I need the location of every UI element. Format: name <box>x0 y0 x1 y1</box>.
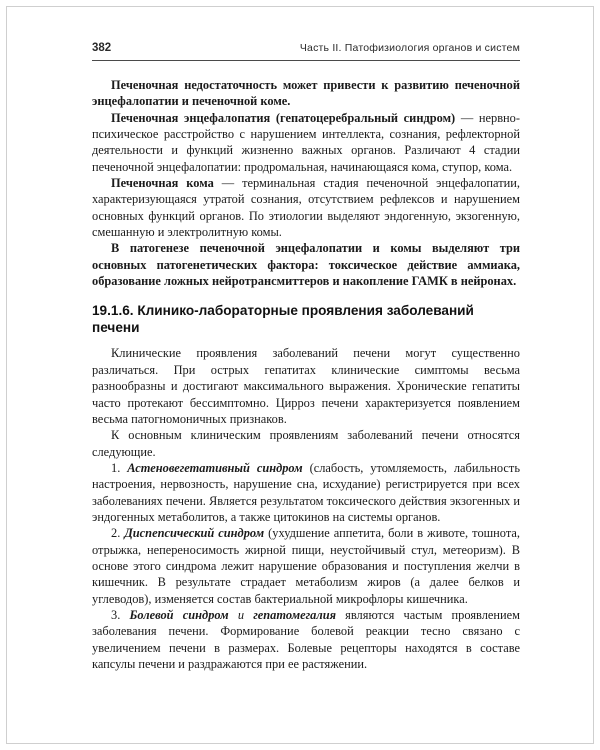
paragraph-text: являются частым проявлением заболевания печени. Формирование болевой реакции тесно связано с увеличением печени в размерах. Болевые рецепторы находятся в составе капсулы печени и раздражаются при ее растяжении. <box>92 607 520 671</box>
conjunction: и <box>228 607 254 622</box>
list-item-dyspeptic <box>92 525 520 607</box>
paragraph-text: — терминальная стадия печеночной энцефалопатии, характеризующаяся утратой сознания, отсутствием рефлексов и нарушением основных функций органов. По этиологии выделяют эндогенную, экзогенную, смешанную и электролитную комы. <box>92 176 520 240</box>
paragraph-text: (слабость, утомляемость, лабильность настроения, нервозность, нарушение сна, исхудание) регистрируется при всех заболеваниях печени. Является результатом токсического действия экзогенных и эндогенных метаболитов, а также цитокинов на системы органов. <box>92 460 520 524</box>
paragraph-text: — нервно-психическое расстройство с нарушением интеллекта, сознания, рефлекторной деятельности и функций жизненно важных органов. Различают 4 стадии печеночной энцефалопатии: продромальная, начинающаяся кома, ступор, кома. <box>92 110 520 174</box>
paragraph-clinical-manifestations <box>92 345 520 427</box>
term-hepatomegaly: гепатомегалия <box>253 607 336 622</box>
term-encephalopathy: Печеночная энцефалопатия (гепатоцеребральный синдром) <box>111 110 456 125</box>
term-asthenovegetative-syndrome: Астеновегетативный синдром <box>127 460 303 475</box>
list-item-number: 2. <box>111 526 125 541</box>
term-dyspeptic-syndrome: Диспепсический синдром <box>124 526 265 541</box>
paragraph-text: Печеночная недостаточность может привести к развитию печеночной энцефалопатии и печеночной коме. <box>92 78 520 109</box>
section-heading: 19.1.6. Клинико-лабораторные проявления заболеваний печени <box>92 303 474 336</box>
running-title: Часть II. Патофизиология органов и систем <box>299 42 520 54</box>
paragraph-hepatic-coma <box>92 175 520 240</box>
book-page-content <box>92 42 520 672</box>
term-pain-syndrome: Болевой синдром <box>129 607 229 622</box>
paragraph-text: Клинические проявления заболеваний печени могут существенно различаться. При острых гепатитах клинические симптомы весьма разнообразны и достигают максимального выражения. Хронические гепатиты часто протекают бессимптомно. Цирроз печени характеризуется появлением весьма патогномоничных признаков. <box>92 346 520 426</box>
paragraph-text: В патогенезе печеночной энцефалопатии и комы выделяют три основных патогенетических фактора: токсическое действие аммиака, образование ложных нейротрансмиттеров и накопление ГАМК в нейронах. <box>92 241 520 289</box>
list-item-asthenovegetative <box>92 460 520 525</box>
paragraph-main-manifestations-intro <box>92 427 520 460</box>
paragraph-encephalopathy <box>92 110 520 175</box>
paragraph-text: К основным клиническим проявлениям заболеваний печени относятся следующие. <box>92 428 520 459</box>
paragraph-pathogenesis <box>92 240 520 289</box>
paragraph-text: (ухудшение аппетита, боли в животе, тошнота, отрыжка, непереносимость жирной пищи, неустойчивый стул, метеоризм). В основе этого синдрома лежит нарушение образования и поступления желчи в кишечник. В результате страдает метаболизм жиров (а далее белков и углеводов), изменяется состав бактериальной микрофлоры кишечника. <box>92 526 521 606</box>
page-number: 382 <box>92 42 112 54</box>
list-item-number: 3. <box>111 607 130 622</box>
term-hepatic-coma: Печеночная кома <box>111 176 214 191</box>
paragraph-liver-failure <box>92 77 520 110</box>
list-item-number: 1. <box>111 460 128 475</box>
list-item-pain-hepatomegaly <box>92 607 520 672</box>
page-header <box>92 42 520 61</box>
